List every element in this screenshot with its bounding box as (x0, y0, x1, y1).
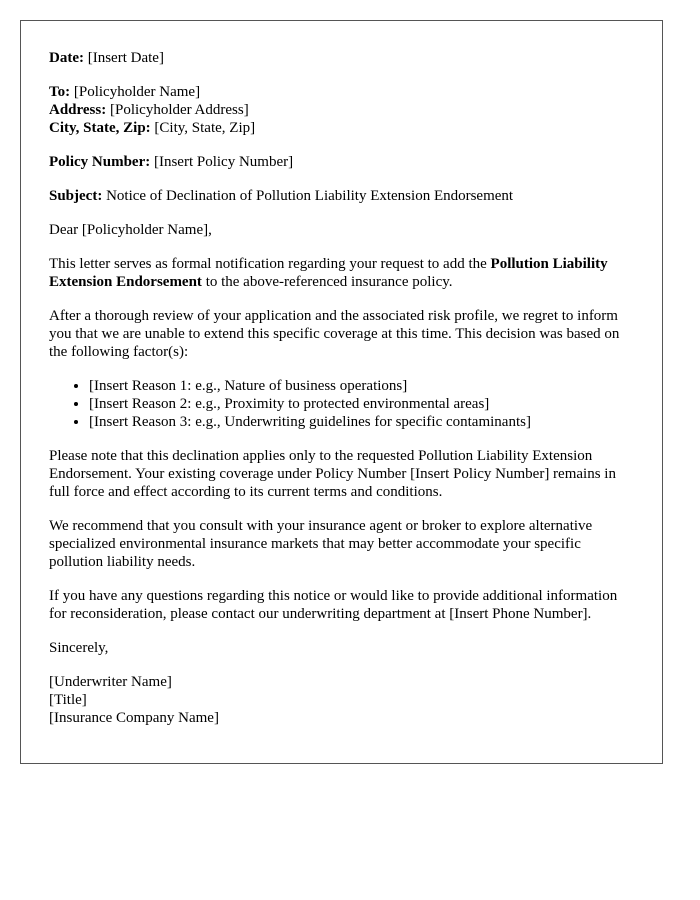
recipient-block (49, 83, 634, 137)
intro-paragraph (49, 255, 634, 291)
signature-block (49, 673, 634, 727)
address-value: [Policyholder Address] (109, 102, 249, 118)
address-label: Address: (49, 102, 107, 118)
intro-bold: Pollution Liability Extension Endorsement (49, 256, 608, 290)
to-label: To: (49, 84, 71, 100)
recommend-paragraph: We recommend that you consult with your insurance agent or broker to explore alternative specialized environmental insurance markets that may better accommodate your specific pollution liability needs. (49, 518, 593, 570)
signature-title: [Title] (49, 692, 87, 708)
reason-item: • [Insert Reason 2: e.g., Proximity to protected environmental areas] (89, 395, 634, 413)
contact-paragraph: If you have any questions regarding this notice or would like to provide additional information for reconsideration, please contact our underwriting department at [Insert Phone Number]. (49, 588, 618, 622)
signature-name: [Underwriter Name] (49, 674, 172, 690)
city-value: [City, State, Zip] (154, 120, 256, 136)
date-value: [Insert Date] (87, 50, 164, 66)
date-label: Date: (49, 50, 84, 66)
policy-value: [Insert Policy Number] (153, 154, 294, 170)
policy-label: Policy Number: (49, 154, 151, 170)
intro-before: This letter serves as formal notification regarding your request to add the (49, 256, 491, 272)
signature-company: [Insurance Company Name] (49, 710, 219, 726)
subject-label: Subject: (49, 188, 103, 204)
closing: Sincerely, (49, 640, 109, 656)
reasons-list (49, 377, 634, 431)
subject-value: Notice of Declination of Pollution Liability Extension Endorsement (106, 188, 514, 204)
reason-item: • [Insert Reason 3: e.g., Underwriting guidelines for specific contaminants] (89, 413, 634, 431)
letter (20, 20, 663, 764)
date-line (49, 49, 634, 67)
note-paragraph: Please note that this declination applies only to the requested Pollution Liability Extension Endorsement. Your existing coverage under Policy Number [Insert Policy Number] remains in full force and effect according to its current terms and conditions. (49, 448, 616, 500)
reason-item: • [Insert Reason 1: e.g., Nature of business operations] (89, 377, 634, 395)
review-paragraph: After a thorough review of your application and the associated risk profile, we regret to inform you that we are unable to extend this specific coverage at this time. This decision was based on the following factor(s): (49, 308, 620, 360)
intro-after: to the above-referenced insurance policy. (201, 274, 453, 290)
salutation: Dear [Policyholder Name], (49, 222, 212, 238)
city-label: City, State, Zip: (49, 120, 151, 136)
subject-line (49, 187, 634, 205)
policy-line (49, 153, 634, 171)
to-value: [Policyholder Name] (73, 84, 201, 100)
